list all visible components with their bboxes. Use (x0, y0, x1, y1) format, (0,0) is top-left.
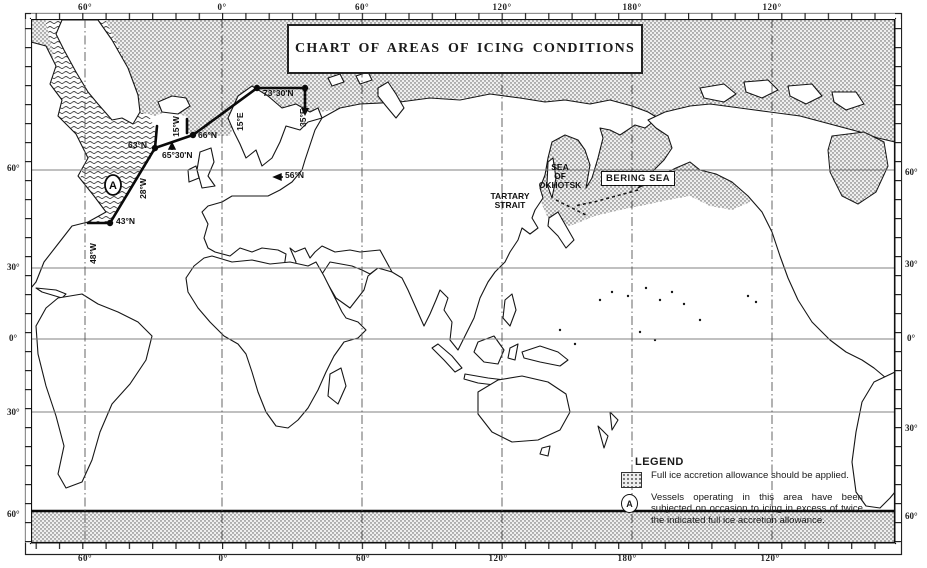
right-label-0: 0° (907, 333, 916, 343)
label-28w: 28°W (138, 178, 149, 199)
legend-text-2: Vessels operating in this area have been subjected on occasion to icing in excess of twice the indicated full ice accretion allowance. (651, 492, 863, 526)
legend (621, 456, 863, 530)
legend-item-full-allowance (621, 470, 863, 488)
bottom-label-0: 0° (218, 553, 228, 563)
top-label-180: 180° (622, 2, 642, 12)
point-63n-28w (152, 145, 158, 151)
legend-item-area-a (621, 492, 863, 526)
label-56n: 56°N (285, 170, 304, 180)
okhotsk-line2: OF (554, 170, 566, 181)
top-label-60e: 60° (354, 2, 370, 12)
left-label-60s: 60° (7, 509, 20, 519)
top-label-0: 0° (217, 2, 227, 12)
right-label-30n: 30° (905, 259, 918, 269)
left-label-0: 0° (9, 333, 18, 343)
legend-symbol-2 (621, 492, 645, 513)
top-label-120e: 120° (492, 2, 512, 12)
bottom-label-120w: 120° (760, 553, 780, 563)
left-label-60n: 60° (7, 163, 20, 173)
label-43n: 43°N (116, 216, 135, 226)
point-43n-48w (107, 220, 113, 226)
left-label-30s: 30° (7, 407, 20, 417)
area-a-letter: A (109, 180, 117, 192)
label-35e: 35°E (298, 108, 309, 127)
tick-band-bottom (31, 544, 895, 550)
tick-band-right (896, 19, 902, 543)
tartary-line2: STRAIT (494, 199, 526, 210)
label-15w: 15°W (171, 116, 182, 137)
right-label-60s: 60° (905, 511, 918, 521)
point-73n30-35e (302, 85, 308, 91)
circle-a-icon: A (621, 494, 638, 513)
legend-heading: LEGEND (635, 456, 684, 468)
legend-symbol-1 (621, 470, 645, 488)
legend-text-1: Full ice accretion allowance should be applied. (651, 470, 849, 481)
title-box (287, 24, 643, 74)
point-66n-15w (190, 132, 196, 138)
label-66n: 66°N (198, 130, 217, 140)
bottom-label-60e: 60° (355, 553, 371, 563)
label-15e: 15°E (235, 112, 246, 131)
bottom-label-180: 180° (617, 553, 637, 563)
okhotsk-line1: SEA (551, 162, 569, 172)
tartary-line1: TARTARY (490, 191, 530, 201)
label-sea-of-okhotsk (530, 163, 590, 190)
label-48w: 48°W (88, 243, 99, 264)
okhotsk-line3: OKHOTSK (538, 179, 582, 190)
stipple-swatch-icon (621, 472, 642, 488)
tick-band-top (31, 14, 895, 20)
bottom-label-120e: 120° (488, 553, 508, 563)
area-a-marker (105, 175, 121, 195)
tick-band-left (26, 19, 32, 543)
top-label-60w: 60° (77, 2, 93, 12)
label-63n: 63°N (128, 140, 147, 150)
bottom-label-60w: 60° (77, 553, 93, 563)
label-tartary-strait (486, 192, 534, 210)
left-label-30n: 30° (7, 262, 20, 272)
label-bering-sea: BERING SEA (601, 171, 675, 186)
point-73n30-15e (254, 85, 260, 91)
label-65-30n: 65°30'N (162, 150, 193, 160)
top-label-120w: 120° (762, 2, 782, 12)
right-label-60n: 60° (905, 167, 918, 177)
right-label-30s: 30° (905, 423, 918, 433)
page-title: CHART OF AREAS OF ICING CONDITIONS (295, 41, 635, 56)
label-73-30n: 73°30'N (263, 88, 294, 98)
